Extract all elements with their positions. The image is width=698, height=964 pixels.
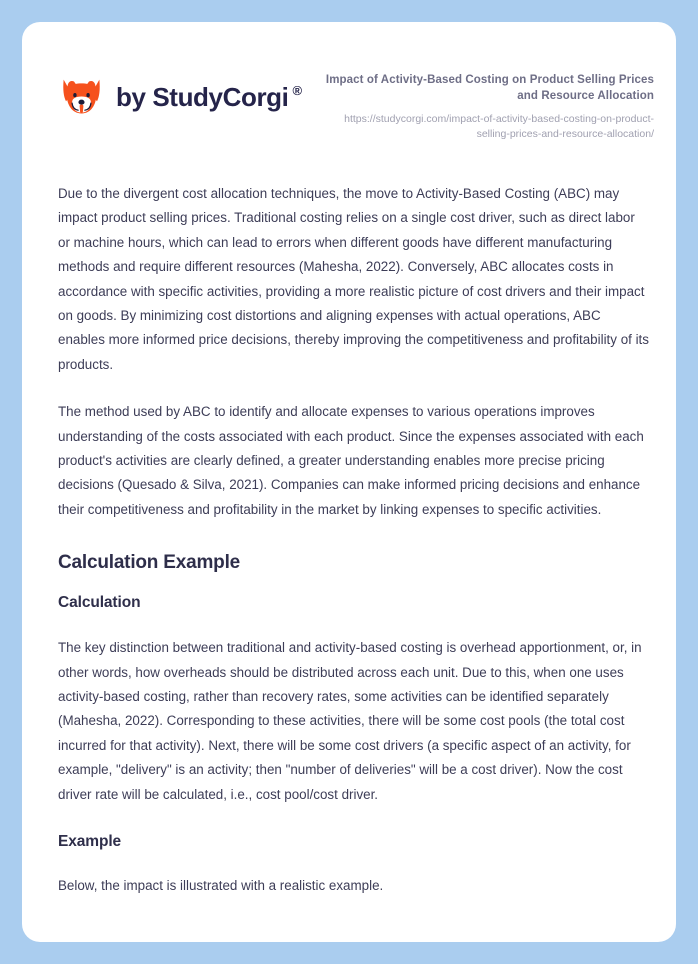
paragraph-abc-method-understanding: The method used by ABC to identify and allocate expenses to various operations improves understanding of the costs associated with each product. Since the expenses associated with each product's activities are clearly defined, a greater understanding enables more precise pricing decisions (Quesado & Silva, 2021). Companies can make informed pricing decisions and enhance their competitiveness and profitability in the market by linking expenses to specific activities. [58, 404, 644, 517]
heading-calculation: Calculation [58, 594, 141, 612]
registered-trademark-icon: ® [292, 83, 302, 98]
paragraph-intro-abc-impact: Due to the divergent cost allocation techniques, the move to Activity-Based Costing (ABC) may impact product selling prices. Traditional costing relies on a single cost driver, such as direct labor or machine hours, which can lead to errors when different goods have different manufacturing methods and require different resources (Mahesha, 2022). Conversely, ABC allocates costs in accordance with specific activities, providing a more realistic picture of cost drivers and their impact on goods. By minimizing cost distortions and aligning expenses with actual operations, ABC enables more informed price decisions, thereby improving the competitiveness and profitability of its products. [58, 186, 649, 372]
brand-logo-group[interactable] [58, 70, 302, 121]
document-body [22, 182, 676, 898]
paragraph-overhead-apportionment: The key distinction between traditional and activity-based costing is overhead apportionment, or, in other words, how overheads should be distributed across each unit. Due to this, when one uses activity-based costing, rather than recovery rates, some activities can be identified separately (Mahesha, 2022). Corresponding to these activities, there will be some cost pools (the total cost incurred for that activity). Next, there will be some cost drivers (a specific aspect of an activity, for example, "delivery" is an activity; then "number of deliveries" will be a cost driver). Now the cost driver rate will be calculated, i.e., cost pool/cost driver. [58, 640, 642, 802]
brand-name-text: by StudyCorgi [116, 82, 289, 112]
document-page-card [22, 22, 676, 942]
paragraph-example-intro: Below, the impact is illustrated with a realistic example. [58, 877, 384, 893]
document-header [22, 22, 676, 142]
document-title: Impact of Activity-Based Costing on Product Selling Prices and Resource Allocation [325, 74, 654, 103]
corgi-head-icon [58, 74, 105, 121]
brand-wordmark [116, 82, 302, 113]
header-document-meta [324, 70, 654, 142]
heading-calculation-example: Calculation Example [58, 552, 241, 574]
document-source-url[interactable]: https://studycorgi.com/impact-of-activity-based-costing-on-product-selling-prices-and-resource-allocation/ [344, 112, 654, 140]
heading-example: Example [58, 832, 122, 850]
